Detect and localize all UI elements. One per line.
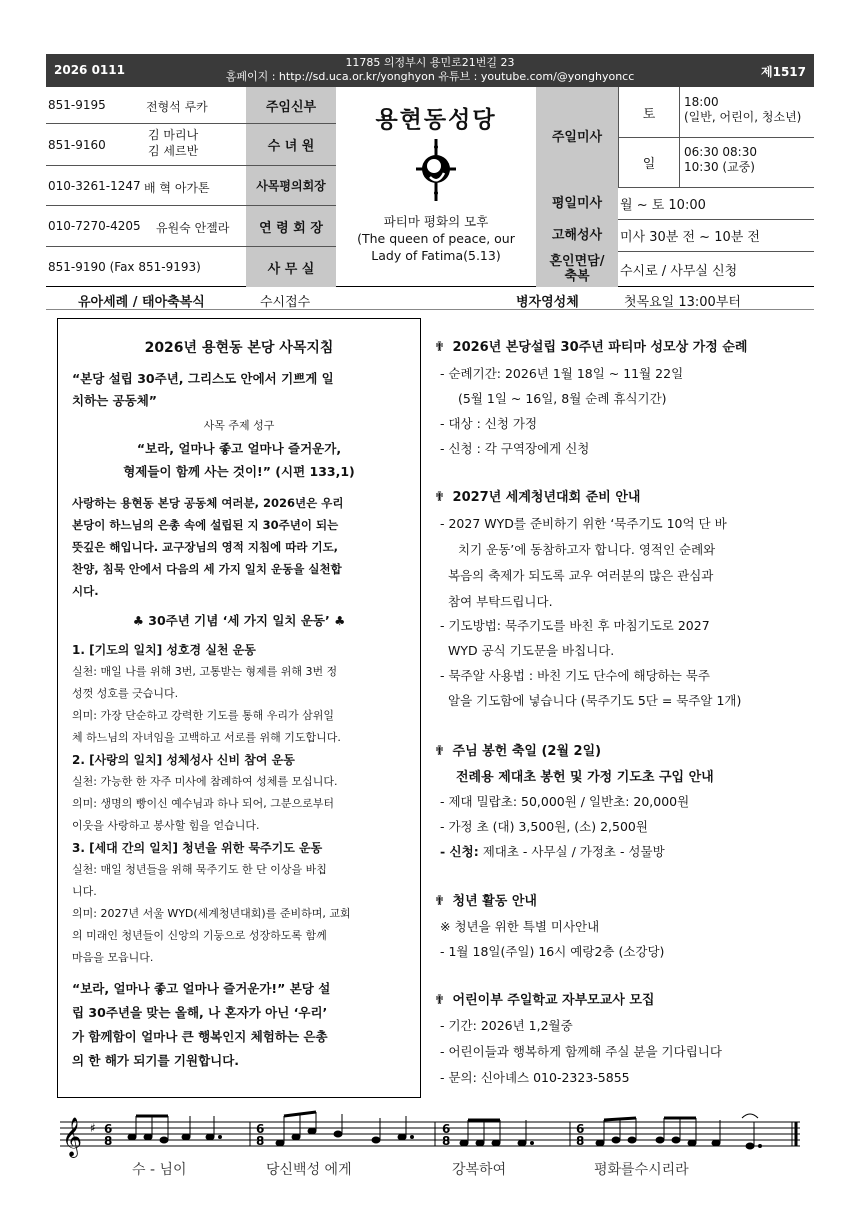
contact-row: [46, 206, 336, 247]
news-line: - 신청 : 각 구역장에게 신청: [440, 441, 590, 456]
address-line: 11785 의정부시 용민로21번길 23: [345, 56, 515, 69]
news-line: - 문의: 신아녜스 010-2323-5855: [440, 1070, 630, 1085]
sat-time: 18:00: [684, 95, 719, 109]
movement-text: 니다.: [72, 885, 97, 898]
movement-heading: 1. [기도의 일치] 성호경 실천 운동: [72, 643, 256, 657]
church-block: [336, 87, 536, 287]
news-line: - 가정 초 (대) 3,500원, (소) 2,500원: [440, 819, 648, 834]
movement-text: 실천: 매일 청년들을 위해 묵주기도 한 단 이상을 바칩: [72, 863, 327, 876]
closing-line: 가 함께함이 얼마나 큰 행복인지 체험하는 은총: [72, 1029, 328, 1044]
news-line: - 어린이들과 행복하게 함께해 주실 분을 기다립니다: [440, 1044, 722, 1059]
movement-title: ♣ 30주년 기념 ‘세 가지 일치 운동’ ♣: [132, 613, 346, 628]
news-line: [440, 842, 665, 860]
theme-line: 치하는 공동체”: [72, 393, 158, 408]
time-sig-bottom: 8: [256, 1134, 265, 1148]
news-line: - 2027 WYD를 준비하기 위한 ‘묵주기도 10억 단 바: [440, 516, 727, 531]
news-line: - 대상 : 신청 가정: [440, 416, 538, 431]
contact-phone: 851-9160: [48, 138, 106, 152]
contact-row: [46, 124, 336, 166]
church-name: 용현동성당: [375, 107, 497, 133]
movement-text: 실천: 가능한 한 자주 미사에 참례하여 성체를 모십니다.: [72, 775, 338, 788]
news-title: 2026년 본당설립 30주년 파티마 성모상 가정 순례: [452, 340, 748, 355]
contact-role: 수 녀 원: [246, 124, 336, 165]
news-heading: [434, 989, 654, 1008]
sun-time: 06:30 08:30: [684, 145, 757, 159]
news-line: - 순례기간: 2026년 1월 18일 ~ 11월 22일: [440, 366, 684, 381]
lyric: 수 - 님이: [132, 1162, 187, 1178]
web-line: 홈페이지 : http://sd.uca.or.kr/yonghyon 유튜브 : youtube.com/@yonghyoncc: [225, 70, 635, 83]
lyric: 강복하여: [452, 1162, 507, 1178]
confession-value: 미사 30분 전 ~ 10분 전: [620, 229, 760, 245]
news-line: - 1월 18일(주일) 16시 예랑2층 (소강당): [440, 944, 665, 959]
contact-phone: 851-9195: [48, 98, 106, 112]
news-line: ※ 청년을 위한 특별 미사안내: [440, 919, 600, 934]
contact-name: 전형석 루카: [146, 100, 208, 114]
lyric: 당신백성 에게: [266, 1162, 352, 1178]
sun-time: 10:30 (교중): [684, 160, 755, 174]
news-line: (5월 1일 ~ 16일, 8월 순례 휴식기간): [458, 391, 667, 406]
contact-role: 사목평의회장: [246, 166, 336, 205]
sunday-label: 일: [618, 137, 680, 187]
movement-text: 체 하느님의 자녀임을 고백하고 서로를 위해 기도합니다.: [72, 731, 341, 744]
sunday-mass-label: 주일미사: [536, 87, 618, 187]
contact-role: 주임신부: [246, 87, 336, 123]
movement-text: 마음을 모읍니다.: [72, 951, 154, 964]
movement-text: 실천: 매일 나를 위해 3번, 고통받는 형제를 위해 3번 정: [72, 665, 338, 678]
closing-line: “보라, 얼마나 좋고 얼마나 즐거운가!” 본당 설: [72, 981, 331, 996]
wedding-value: 수시로 / 사무실 신청: [620, 263, 738, 279]
wedding-label-line: 혼인면담/: [549, 254, 605, 269]
contact-phone: 010-7270-4205: [48, 219, 141, 233]
news-line: 치기 운동’에 동참하고자 합니다. 영적인 순례와: [458, 542, 716, 557]
news-line: - 기간: 2026년 1,2월중: [440, 1018, 573, 1033]
news-heading: [434, 890, 537, 909]
sunday-times: [680, 145, 814, 175]
issue-number: 제1517: [761, 65, 806, 79]
news-heading: [434, 486, 640, 505]
apply-label: - 신청:: [440, 844, 479, 859]
music-staff: [60, 1110, 804, 1190]
time-sig-bottom: 8: [576, 1134, 585, 1148]
movement-heading: 2. [사랑의 일치] 성체성사 신비 참여 운동: [72, 753, 295, 767]
sat-note: (일반, 어린이, 청소년): [684, 110, 802, 124]
guideline-title: 2026년 용현동 본당 사목지침: [144, 340, 334, 356]
mass-schedule: [536, 87, 814, 287]
news-line: - 묵주알 사용법 : 바친 기도 단수에 해당하는 묵주: [440, 668, 710, 683]
news-heading: [434, 740, 601, 759]
cross-icon: ✟: [434, 340, 445, 355]
intro-line: 뜻깊은 해입니다. 교구장님의 영적 지침에 따라 기도,: [72, 540, 339, 554]
movement-text: 의미: 생명의 빵이신 예수님과 하나 되어, 그분으로부터: [72, 797, 334, 810]
movement-text: 이웃을 사랑하고 봉사할 힘을 얻습니다.: [72, 819, 260, 832]
contact-row: [46, 87, 336, 124]
news-heading: [434, 336, 747, 355]
sacrament-strip: [46, 288, 814, 310]
news-title: 주님 봉헌 축일 (2월 2일): [452, 744, 602, 759]
closing-line: 립 30주년을 맞는 올해, 나 혼자가 아닌 ‘우리’: [72, 1005, 328, 1020]
verse-line: “보라, 얼마나 좋고 얼마나 즐거운가,: [136, 441, 342, 456]
wedding-label: [536, 251, 618, 287]
fermata-icon: [742, 1114, 758, 1118]
baptism-label: 유아세례 / 태아축복식: [78, 295, 205, 310]
news-line: - 제대 밀랍초: 50,000원 / 일반초: 20,000원: [440, 794, 690, 809]
contact-name: 유원숙 안젤라: [156, 221, 230, 235]
closing-line: 의 한 해가 되기를 기원합니다.: [72, 1053, 240, 1068]
news-title: 청년 활동 안내: [452, 894, 537, 909]
movement-text: 의 미래인 청년들이 신앙의 기둥으로 성장하도록 함께: [72, 929, 327, 942]
movement-text: 의미: 2027년 서울 WYD(세계청년대회)를 준비하며, 교회: [72, 907, 351, 920]
verse-line: 형제들이 함께 사는 것이!” (시편 133,1): [123, 464, 355, 479]
motto-line: 파티마 평화의 모후: [383, 214, 489, 229]
pastoral-guideline-box: [57, 318, 421, 1098]
news-line: 참여 부탁드립니다.: [448, 594, 553, 609]
header-bar: [46, 54, 814, 87]
cross-icon: ✟: [434, 993, 445, 1008]
contact-name: 김 마리나 김 세르반: [148, 128, 199, 158]
news-title: 2027년 세계청년대회 준비 안내: [452, 490, 641, 505]
bulletin-date: 2026 0111: [54, 63, 125, 77]
sharp-icon: ♯: [90, 1121, 96, 1135]
header-address: [46, 56, 814, 84]
intro-line: 찬양, 침묵 안에서 다음의 세 가지 일치 운동을 실천합: [72, 562, 342, 576]
motto-line: (The queen of peace, our: [357, 231, 515, 246]
saturday-label: 토: [618, 87, 680, 137]
contact-row: [46, 166, 336, 206]
news-line: WYD 공식 기도문을 바칩니다.: [448, 643, 615, 658]
confession-label: 고해성사: [536, 219, 618, 251]
intro-line: 시다.: [72, 584, 99, 598]
movement-text: 의미: 가장 단순하고 강력한 기도를 통해 우리가 삼위일: [72, 709, 334, 722]
contact-name: 배 혁 아가톤: [144, 181, 210, 195]
theme-line: “본당 설립 30주년, 그리스도 안에서 기쁘게 일: [72, 371, 334, 386]
saturday-times: [680, 95, 814, 125]
movement-text: 성껏 성호를 긋습니다.: [72, 687, 179, 700]
info-table: [46, 87, 814, 287]
news-line: 알을 기도함에 넣습니다 (묵주기도 5단 = 묵주알 1개): [448, 693, 742, 708]
lyric: 평화를수시리라: [594, 1162, 689, 1178]
weekday-mass-label: 평일미사: [536, 187, 618, 219]
sick-communion-label: 병자영성체: [516, 295, 579, 310]
church-motto: [336, 213, 536, 264]
sick-communion-value: 첫목요일 13:00부터: [624, 295, 741, 310]
news-title: 어린이부 주일학교 자부모교사 모집: [452, 993, 655, 1008]
contact-phone: 851-9190 (Fax 851-9193): [48, 260, 201, 274]
apply-value: 제대초 - 사무실 / 가정초 - 성물방: [482, 844, 665, 859]
baptism-value: 수시접수: [260, 295, 311, 310]
news-line: 복음의 축제가 되도록 교우 여러분의 많은 관심과: [448, 568, 714, 583]
news-line: - 기도방법: 묵주기도를 바친 후 마침기도로 2027: [440, 618, 710, 633]
time-sig-top: 6: [256, 1122, 265, 1136]
movement-heading: 3. [세대 간의 일치] 청년을 위한 묵주기도 운동: [72, 841, 323, 855]
motto-line: Lady of Fatima(5.13): [371, 248, 501, 263]
weekday-mass-value: 월 ~ 토 10:00: [620, 197, 706, 213]
cross-icon: ✟: [434, 894, 445, 909]
time-sig-top: 6: [442, 1122, 451, 1136]
contact-phone: 010-3261-1247: [48, 179, 141, 193]
intro-line: 본당이 하느님의 은총 속에 설립된 지 30주년이 되는: [72, 518, 339, 532]
contact-role: 사 무 실: [246, 247, 336, 287]
contact-role: 연 령 회 장: [246, 206, 336, 246]
time-sig-bottom: 8: [104, 1134, 113, 1148]
verse-label: 사목 주제 성구: [203, 419, 275, 432]
news-subtitle: 전례용 제대초 봉헌 및 가정 기도초 구입 안내: [456, 770, 714, 785]
wedding-label-line: 축복: [564, 269, 590, 284]
cross-icon: ✟: [434, 744, 445, 759]
time-sig-bottom: 8: [442, 1134, 451, 1148]
intro-line: 사랑하는 용현동 본당 공동체 여러분, 2026년은 우리: [72, 496, 344, 510]
treble-clef-icon: 𝄞: [62, 1117, 83, 1157]
church-logo-icon: [408, 139, 464, 201]
time-sig-top: 6: [576, 1122, 585, 1136]
contact-row: [46, 247, 336, 287]
cross-icon: ✟: [434, 490, 445, 505]
time-sig-top: 6: [104, 1122, 113, 1136]
